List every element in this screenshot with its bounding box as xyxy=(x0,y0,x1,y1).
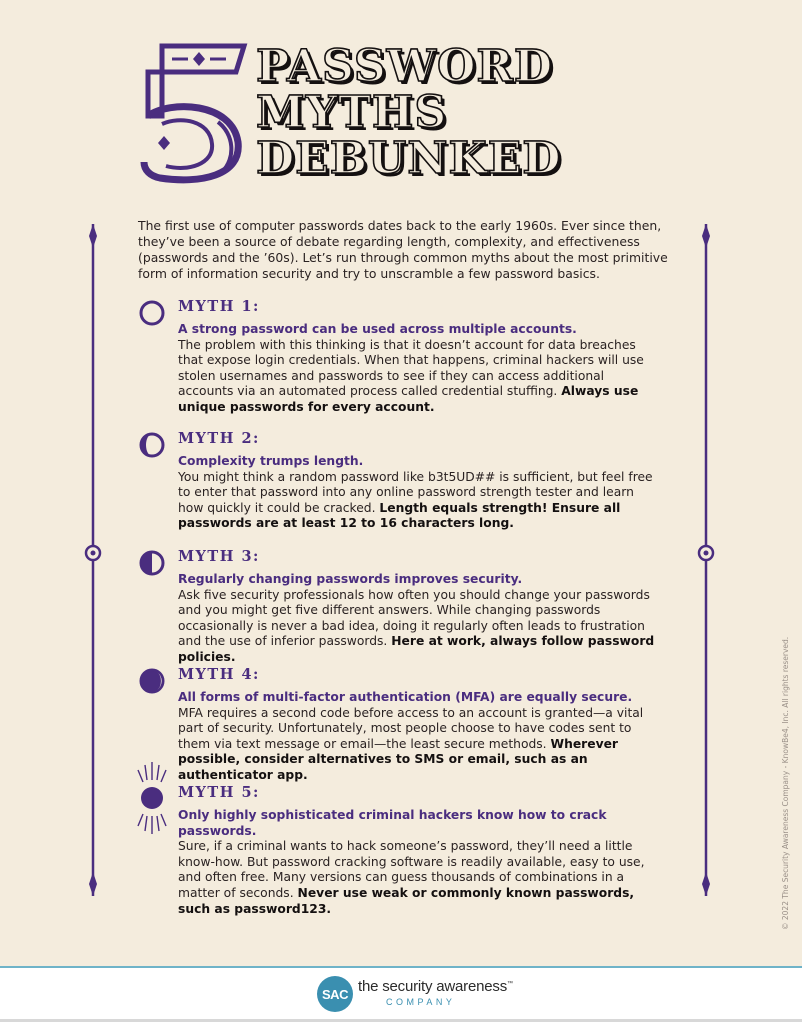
myth-advice: Never use weak or commonly known passwords, such as password123. xyxy=(178,885,635,916)
myth-heading: MYTH 2: xyxy=(178,430,260,447)
myth-claim: A strong password can be used across multiple accounts. xyxy=(178,322,577,336)
intro-paragraph: The first use of computer passwords dates back to the early 1960s. Ever since then, they’ve been a source of debate regarding length, complexity, and effectiveness (passwords and the ’60s). Let’s run through common myths about the most primitive form of information security and try to unscramble a few password basics. xyxy=(138,218,668,281)
moon-phase-full-icon xyxy=(130,760,176,838)
myth-body xyxy=(178,454,658,532)
company-name-line1 xyxy=(358,978,513,995)
sac-logo-badge: SAC xyxy=(317,976,353,1012)
myth-text xyxy=(178,588,658,666)
moon-phase-crescent-icon xyxy=(138,430,168,460)
myth-explanation: Sure, if a criminal wants to hack someone’s password, they’ll need a little know-how. But password cracking software is readily available, easy to use, and often free. Many versions can guess thousands of combinations in a matter of seconds. xyxy=(178,839,645,900)
myth-advice: Wherever possible, consider alternatives to SMS or email, such as an authenticator app. xyxy=(178,736,618,782)
trademark-symbol: ™ xyxy=(507,981,513,987)
left-decorative-rail xyxy=(83,224,103,896)
myth-advice: Length equals strength! Ensure all passwords are at least 12 to 16 characters long. xyxy=(178,500,621,531)
title-line-1: PASSWORD xyxy=(256,41,554,92)
myth-advice: Here at work, always follow password policies. xyxy=(178,634,655,664)
footer xyxy=(0,966,802,1022)
myth-explanation: You might think a random password like b3t5UD## is sufficient, but feel free to enter that password into any online password strength tester and learn how quickly it could be cracked. xyxy=(178,469,653,515)
title-line-2: MYTHS xyxy=(256,87,448,138)
page-title xyxy=(256,41,562,184)
moon-phase-gibbous-icon xyxy=(138,666,168,696)
myth-body xyxy=(178,690,658,784)
title-line-3: DEBUNKED xyxy=(256,133,562,184)
copyright-notice: © 2022 The Security Awareness Company - KnowBe4, Inc. All rights reserved. xyxy=(781,636,790,930)
company-name-text: the security awareness xyxy=(358,978,508,995)
myth-claim: Complexity trumps length. xyxy=(178,454,364,468)
myth-heading: MYTH 1: xyxy=(178,298,260,315)
right-decorative-rail xyxy=(696,224,716,896)
myth-heading: MYTH 3: xyxy=(178,548,260,565)
myth-text xyxy=(178,338,658,416)
myth-body xyxy=(178,572,658,666)
myth-text xyxy=(178,706,658,784)
company-name-line2: COMPANY xyxy=(386,997,456,1007)
myth-claim: Regularly changing passwords improves security. xyxy=(178,572,523,586)
moon-phase-empty-icon xyxy=(138,298,168,328)
myth-claim: All forms of multi-factor authentication (MFA) are equally secure. xyxy=(178,690,633,704)
myth-body xyxy=(178,808,658,917)
moon-phase-half-icon xyxy=(138,548,168,578)
myth-heading: MYTH 5: xyxy=(178,784,260,801)
myth-explanation: MFA requires a second code before access to an account is granted—a vital part of security. Unfortunately, most people choose to have codes sent to them via text message or email—the least secure methods. xyxy=(178,705,644,751)
myth-heading: MYTH 4: xyxy=(178,666,260,683)
myth-text xyxy=(178,839,658,917)
myth-body xyxy=(178,322,658,416)
myth-text xyxy=(178,470,658,532)
myth-advice: Always use unique passwords for every account. xyxy=(178,384,639,414)
myth-explanation: Ask five security professionals how often you should change your passwords and you might get five different answers. While changing passwords occasionally is never a bad idea, doing it regularly often leads to frustration and the use of inferior passwords. xyxy=(178,587,650,649)
number-five-graphic xyxy=(140,38,250,188)
myth-claim: Only highly sophisticated criminal hackers know how to crack passwords. xyxy=(178,808,607,838)
myth-explanation: The problem with this thinking is that it doesn’t account for data breaches that expose login credentials. When that happens, criminal hackers will use stolen usernames and passwords to see if they can access additional accounts via an automated process called credential stuffing. xyxy=(178,337,644,399)
